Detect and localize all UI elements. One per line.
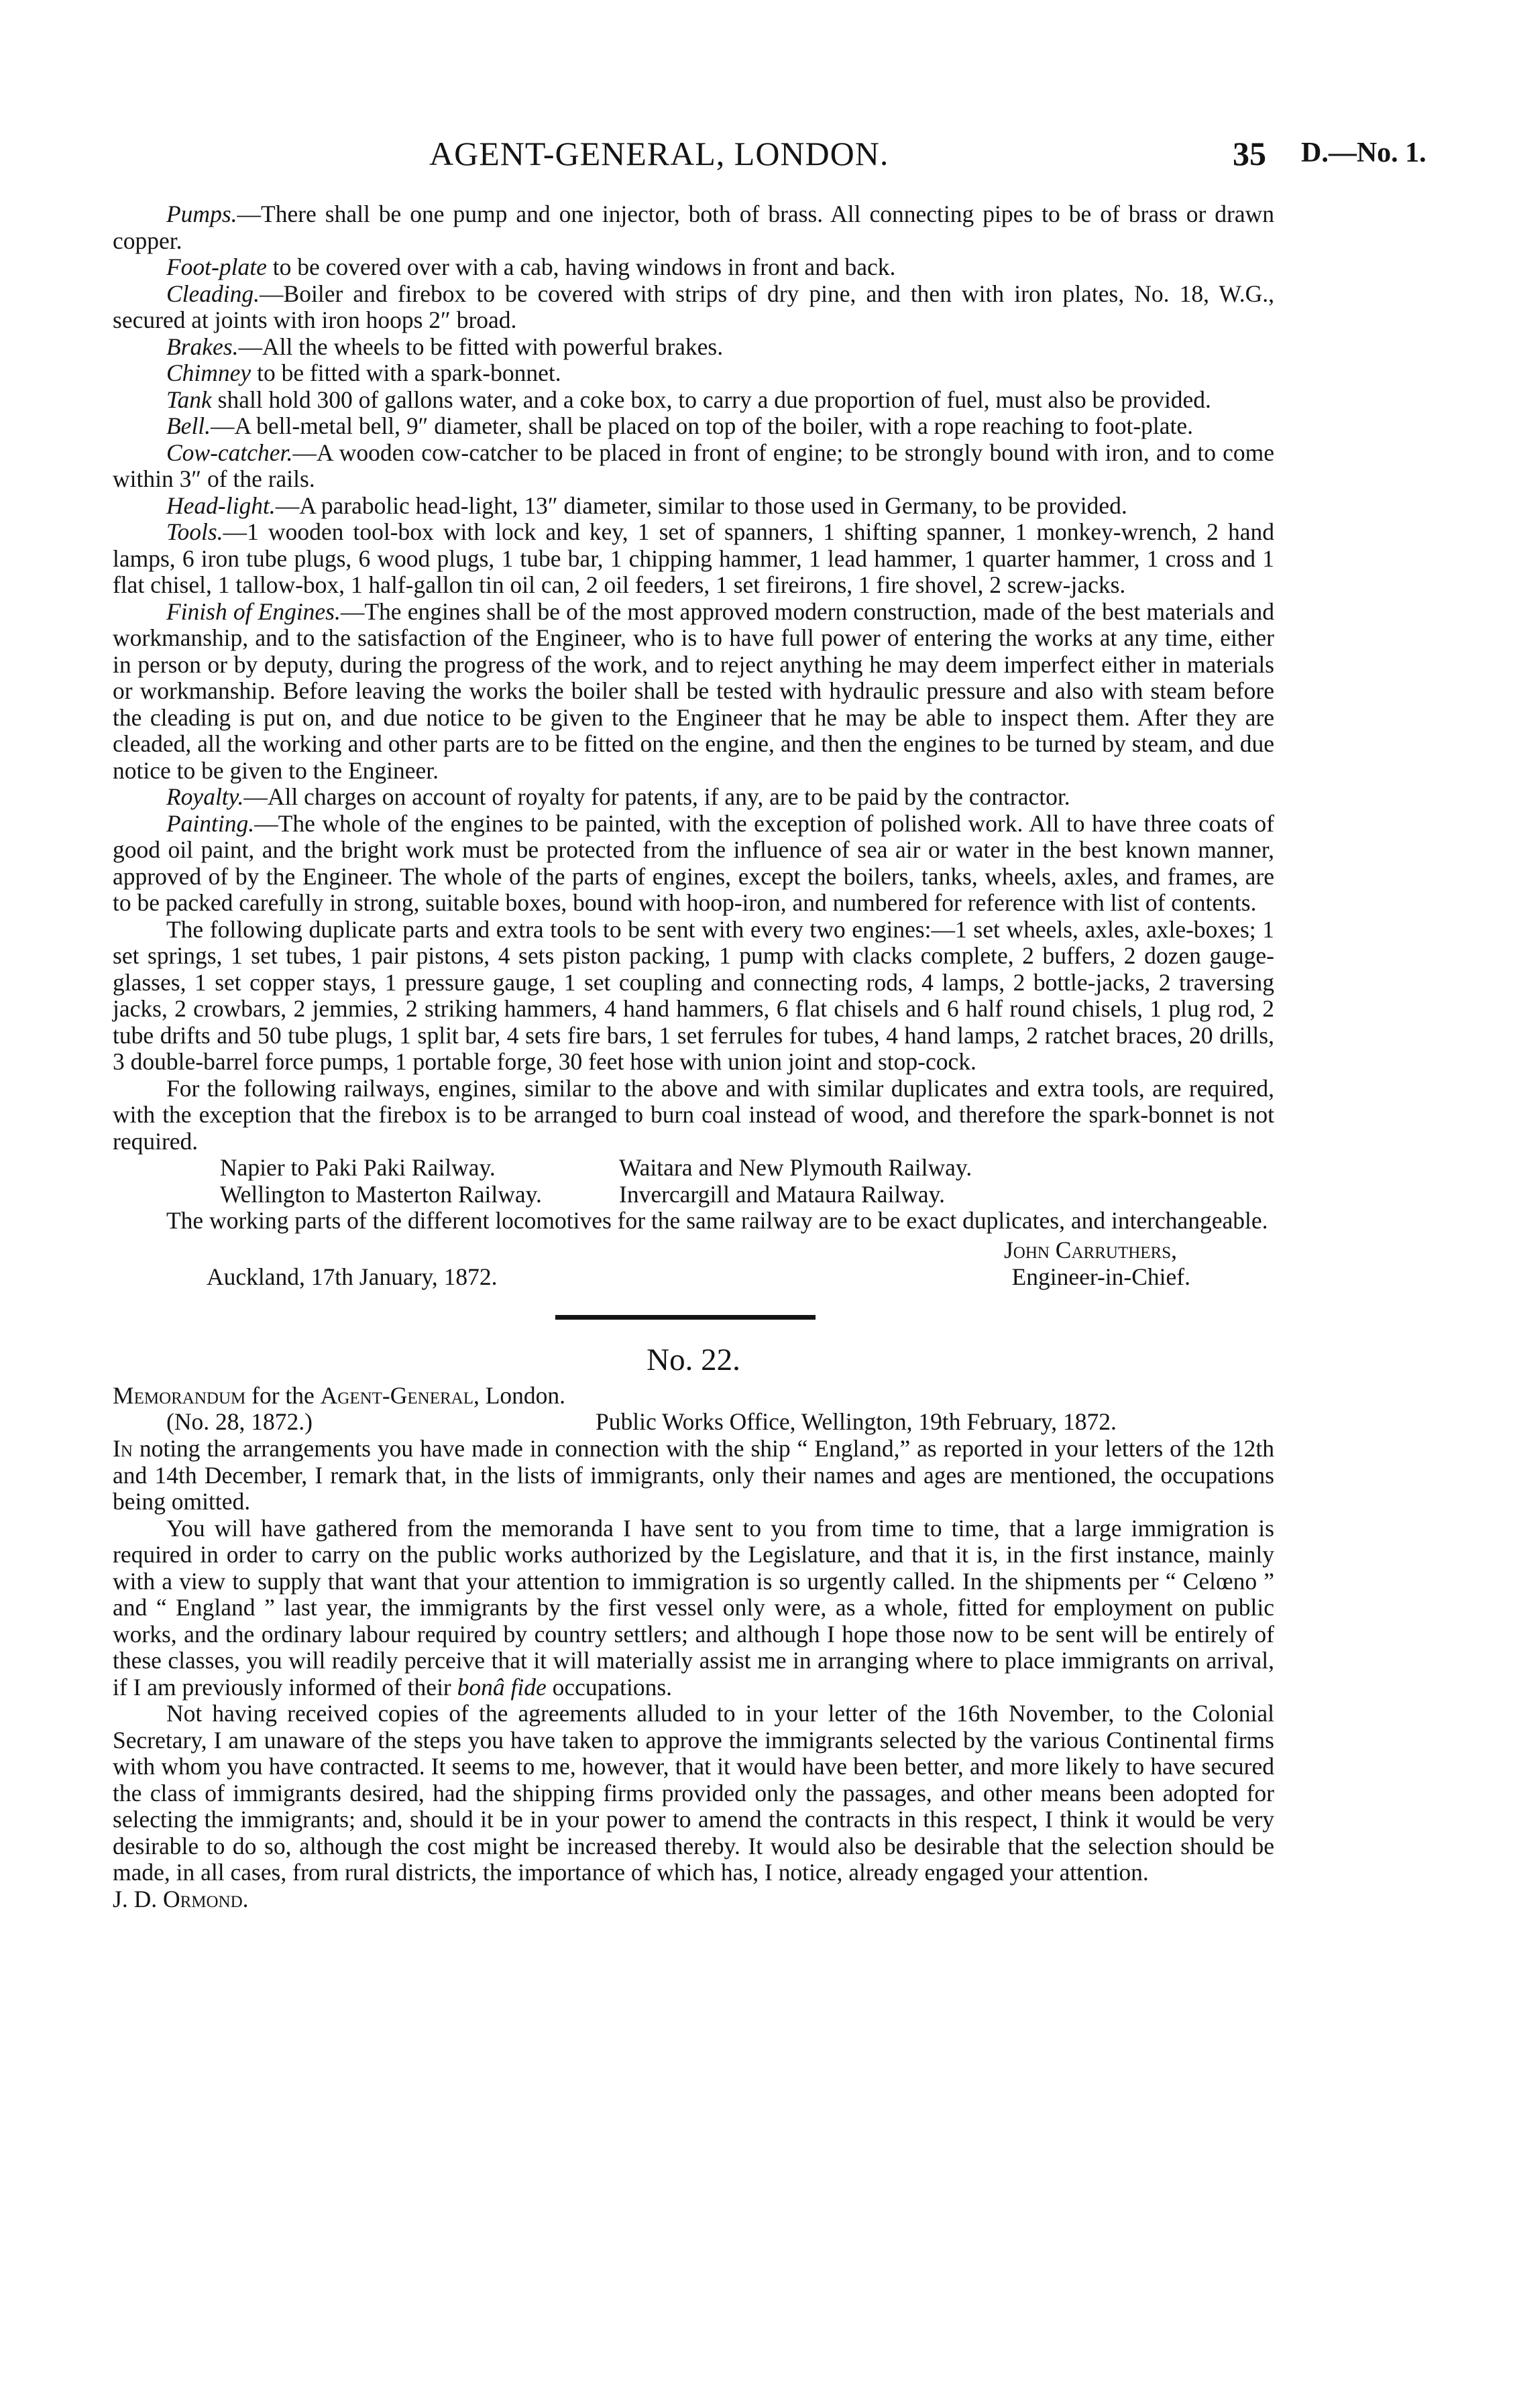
spec-brakes	[113, 334, 1274, 361]
memo-text: noting the arrangements you have made in connection with the ship “ England,” as reported in your letters of the 12th and 14th December, I remark that, in the lists of immigrants, only their names and ages are mentioned, the occupations being omitted.	[113, 1435, 1274, 1515]
spec-text: —1 wooden tool-box with lock and key, 1 set of spanners, 1 shifting spanner, 1 monkey-wrench, 2 hand lamps, 6 iron tube plugs, 6 wood plugs, 1 tube bar, 1 chipping hammer, 1 lead hammer, 1 quarter hammer, 1 cross and 1 flat chisel, 1 tallow-box, 1 half-gallon tin oil can, 2 oil feeders, 1 set fireirons, 1 fire shovel, 2 screw-jacks.	[113, 518, 1274, 598]
railway-item: Invercargill and Mataura Railway.	[619, 1180, 945, 1208]
spec-finish	[113, 599, 1274, 785]
spec-working-parts: The working parts of the different locomotives for the same railway are to be exact duplicates, and interchangeable.	[166, 1207, 1268, 1234]
spec-text: —The engines shall be of the most approved modern construction, made of the best materials and workmanship, and to the satisfaction of the Engineer, who is to have full power of entering the works at any time, either in person or by deputy, during the progress of the work, and to reject anything he may deem imperfect either in materials or workmanship. Before leaving the works the boiler shall be tested with hydraulic pressure and also with steam before the cleading is put on, and due notice to be given to the Engineer that he may be able to inspect them. After they are cleaded, all the working and other parts are to be fitted on the engine, and then the engines to be turned by steam, and due notice to be given to the Engineer.	[113, 597, 1274, 784]
spec-lead: Pumps.	[166, 200, 237, 227]
memo-text: You will have gathered from the memoranda I have sent to you from time to time, that a large immigration is required in order to carry on the public works authorized by the Legislature, and that it is, in the first instance, mainly with a view to supply that want that your attention to immigration is so urgently called. In the shipments per “ Celœno ” and “ England ” last year, the immigrants by the first vessel only were, as a whole, fitted for employment on public works, and the ordinary labour required by country settlers; and although I hope those now to be sent will be entirely of these classes, you will readily perceive that it will materially assist me in arranging where to place immigrants on arrival, if I am previously informed of their	[113, 1514, 1274, 1701]
signature-name: John Carruthers,	[1003, 1236, 1177, 1263]
memo-number: No. 22.	[647, 1342, 740, 1377]
spec-text: to be covered over with a cab, having windows in front and back.	[266, 253, 896, 280]
railway-item: Napier to Paki Paki Railway.	[220, 1154, 496, 1181]
page-body	[113, 201, 1274, 1912]
spec-lead: Head-light.	[166, 492, 276, 519]
spec-text: —All charges on account of royalty for patents, if any, are to be paid by the contractor.	[243, 783, 1070, 810]
memo-label: Memorandum	[113, 1381, 246, 1409]
memo-office-date: Public Works Office, Wellington, 19th February, 1872.	[596, 1408, 1117, 1435]
spec-cleading	[113, 281, 1274, 334]
place-date: Auckland, 17th January, 1872.	[207, 1263, 498, 1290]
spec-lead: Tools.	[166, 518, 223, 545]
spec-lead: Chimney	[166, 359, 251, 386]
memo-paragraph	[113, 1515, 1274, 1701]
spec-tools	[113, 519, 1274, 599]
section-divider	[555, 1315, 816, 1320]
spec-lead: Foot-plate	[166, 253, 267, 280]
memo-text: occupations.	[546, 1673, 673, 1701]
signature-block	[113, 1237, 1274, 1292]
memo-subtitle	[113, 1383, 1274, 1410]
drop-cap: In	[113, 1435, 133, 1462]
memo-signoff: J. D. Ormond.	[113, 1885, 249, 1912]
spec-text: —All the wheels to be fitted with powerful brakes.	[238, 333, 724, 360]
spec-cowcatcher	[113, 440, 1274, 493]
spec-text: —The whole of the engines to be painted, with the exception of polished work. All to have three coats of good oil paint, and the bright work must be protected from the influence of sea air or water in the best known manner, approved of by the Engineer. The whole of the parts of engines, except the boilers, tanks, wheels, axles, and frames, are to be packed carefully in strong, suitable boxes, bound with hoop-iron, and numbered for reference with list of contents.	[113, 809, 1274, 916]
spec-duplicates: The following duplicate parts and extra tools to be sent with every two engines:—1 set wheels, axles, axle-boxes; 1 set springs, 1 set tubes, 1 pair pistons, 4 sets piston packing, 1 pump with clacks complete, 2 buffers, 2 dozen gauge-glasses, 1 set copper stays, 1 pressure gauge, 1 set coupling and connecting rods, 4 lamps, 2 bottle-jacks, 2 traversing jacks, 2 crowbars, 2 jemmies, 2 striking hammers, 4 hand hammers, 6 flat chisels and 6 half round chisels, 1 plug rod, 2 tube drifts and 50 tube plugs, 1 split bar, 4 sets fire bars, 1 set ferrules for tubes, 4 hand lamps, 2 ratchet braces, 20 drills, 3 double-barrel force pumps, 1 portable forge, 30 feet hose with union joint and stop-cock.	[113, 915, 1274, 1075]
railway-list	[113, 1155, 1274, 1208]
spec-footplate	[113, 254, 1274, 281]
spec-text: —A wooden cow-catcher to be placed in front of engine; to be strongly bound with iron, and to come within 3″ of the rails.	[113, 439, 1274, 492]
spec-bell	[113, 413, 1274, 440]
memo-subtitle-text: for the	[245, 1381, 321, 1409]
spec-tank	[113, 387, 1274, 414]
page-number: 35	[1233, 135, 1266, 172]
spec-headlight	[113, 493, 1274, 520]
memo-italic: bonâ fide	[457, 1673, 547, 1701]
spec-lead: Tank	[166, 386, 212, 413]
signature-title: Engineer-in-Chief.	[1011, 1263, 1190, 1290]
memo-subtitle-end: , London.	[473, 1381, 566, 1409]
railway-item: Wellington to Masterton Railway.	[220, 1180, 542, 1208]
spec-royalty	[113, 784, 1274, 811]
spec-text: shall hold 300 of gallons water, and a coke box, to carry a due proportion of fuel, must also be provided.	[211, 386, 1211, 413]
memo-meta	[113, 1409, 1274, 1436]
document-reference: D.—No. 1.	[1301, 137, 1426, 168]
spec-lead: Painting.	[166, 809, 255, 837]
memo-recipient: Agent-General	[320, 1381, 473, 1409]
page-header	[0, 134, 1513, 181]
spec-railways-intro: For the following railways, engines, similar to the above and with similar duplicates and extra tools, are required, with the exception that the firebox is to be arranged to burn coal instead of wood, and therefore the spark-bonnet is not required.	[113, 1074, 1274, 1155]
spec-lead: Cow-catcher.	[166, 439, 293, 466]
memo-reference: (No. 28, 1872.)	[166, 1408, 313, 1435]
spec-painting	[113, 811, 1274, 917]
spec-lead: Brakes.	[166, 333, 239, 360]
spec-pumps	[113, 201, 1274, 254]
spec-text: to be fitted with a spark-bonnet.	[251, 359, 561, 386]
spec-lead: Cleading.	[166, 280, 260, 307]
spec-text: —A bell-metal bell, 9″ diameter, shall be placed on top of the boiler, with a rope reaching to foot-plate.	[211, 412, 1194, 439]
railway-item: Waitara and New Plymouth Railway.	[619, 1154, 972, 1181]
spec-lead: Finish of Engines.	[166, 597, 341, 625]
spec-lead: Royalty.	[166, 783, 244, 810]
spec-lead: Bell.	[166, 412, 211, 439]
spec-chimney	[113, 360, 1274, 387]
spec-text: —A parabolic head-light, 13″ diameter, similar to those used in Germany, to be provided.	[275, 492, 1127, 519]
running-title: AGENT-GENERAL, LONDON.	[429, 135, 889, 172]
memo-paragraph	[113, 1436, 1274, 1515]
spec-text: —There shall be one pump and one injector, both of brass. All connecting pipes to be of brass or drawn copper.	[113, 200, 1274, 254]
spec-text: —Boiler and firebox to be covered with strips of dry pine, and then with iron plates, No. 18, W.G., secured at joints with iron hoops 2″ broad.	[113, 280, 1274, 333]
memo-paragraph: Not having received copies of the agreements alluded to in your letter of the 16th November, to the Colonial Secretary, I am unaware of the steps you have taken to approve the immigrants selected by the various Continental firms with whom you have contracted. It seems to me, however, that it would have been better, and more likely to have secured the class of immigrants desired, had the shipping firms provided only the passages, and other means been adopted for selecting the immigrants; and, should it be in your power to amend the contracts in this respect, I think it would be very desirable to do so, although the cost might be increased thereby. It would also be desirable that the selection should be made, in all cases, from rural districts, the importance of which has, I notice, already engaged your attention.	[113, 1700, 1274, 1886]
